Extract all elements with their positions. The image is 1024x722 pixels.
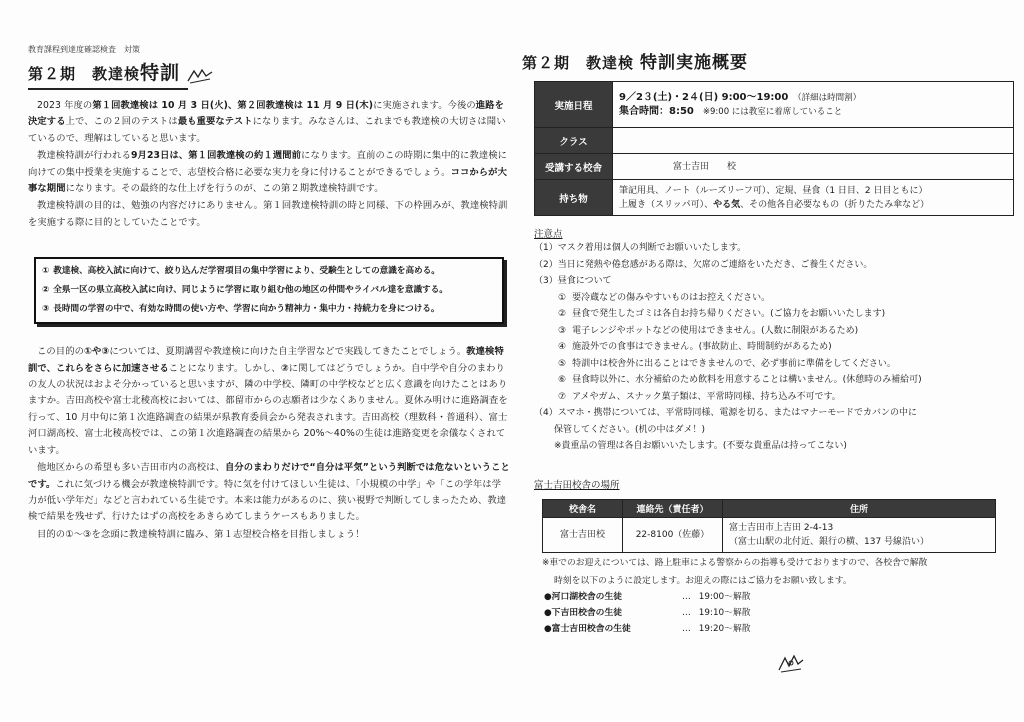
dismissal-dots: … — [682, 607, 691, 618]
lunch-number: ② — [558, 309, 567, 319]
location-address — [723, 517, 996, 552]
lunch-text: 施設外での食事はできません。(事故防止、時間制約があるため) — [572, 342, 832, 352]
pickup-note-1: ※車でのお迎えについては、路上駐車による警察からの指導も受けておりますので、各校舎で解散 — [542, 557, 928, 568]
lunch-number: ⑤ — [558, 358, 567, 369]
class-value — [613, 128, 1014, 154]
paragraph-1 — [28, 98, 510, 147]
note-3: （3）昼食について — [534, 276, 612, 286]
dismissal-campus: ●富士吉田校舎の生徒 — [544, 623, 631, 634]
purpose-item — [42, 300, 496, 319]
location-header-name: 校舎名 — [543, 499, 623, 517]
dismissal-item — [544, 621, 1008, 637]
paragraph-5 — [28, 460, 510, 526]
dismissal-time: 19:20～解散 — [698, 623, 751, 634]
items-line-2 — [619, 198, 1007, 212]
location-header-contact: 連絡先（責任者） — [623, 499, 723, 517]
emphasis-text: 第１回教達検は 10 月 3 日(火)、第２回教達検は 11 月 9 日(木) — [92, 100, 374, 111]
dismissal-item — [544, 605, 1008, 621]
paragraph-6 — [28, 527, 510, 543]
lunch-item — [558, 290, 1008, 307]
emphasis-text: 進路を決定する — [28, 100, 504, 128]
paragraph-2 — [28, 148, 510, 197]
emphasis-text: 最も重要なテスト — [177, 116, 253, 128]
body-text: 上で、この２回のテストは — [65, 116, 178, 128]
date-value — [613, 82, 1014, 128]
note-4-valuables: ※貴重品の管理は各自お願いいたします。(不要な貴重品は持ってこない) — [554, 441, 847, 451]
body-text: に関してはどうでしょうか。自中学や自分のまわりの友人の状況はおよそ分かっていると思いますが、隣の中学校、隣町の中学校などと広く意識を向けたことはありますか。吉田高校や富士北稜高校においては、都留市からの志願者は少なくありません。夏休み明けに進路調査を行って、10 月中旬に第１次進路調査の結果が県教育委員会から発表されます。吉田高校（理数科・普通科）、富士河口湖高校、富士北稜高校では、この第１次進路調査の結果から 20%～40%の生徒は進路変更を余儀なくされています。 — [28, 362, 508, 456]
class-label: クラス — [535, 128, 613, 154]
address-line-1: 富士吉田市上吉田 2-4-13 — [729, 522, 834, 533]
body-text: 教達検特訓が行われる — [37, 150, 131, 162]
purpose-number: ② — [42, 285, 50, 296]
address-line-2: （富士山駅の北付近、銀行の横、137 号線沿い） — [729, 536, 930, 547]
left-title — [28, 58, 510, 85]
lunch-number: ⑦ — [558, 391, 567, 402]
lunch-text: アメやガム、スナック菓子類は、平常時同様、持ち込み不可です。 — [572, 391, 841, 402]
dismissal-campus: ●下吉田校舎の生徒 — [544, 607, 623, 618]
school-value: 富士吉田 校 — [613, 154, 1014, 180]
date-label: 実施日程 — [535, 82, 613, 128]
lunch-text: 特訓中は校舎外に出ることはできませんので、必ず事前に準備をしてください。 — [572, 358, 896, 369]
dismissal-dots: … — [682, 623, 691, 634]
note-4-cont: 保管してください。(机の中はダメ！) — [554, 424, 706, 435]
emphasis-text: 教達検特訓で、これらをさらに加速させる — [28, 346, 504, 374]
lunch-text: 昼食時以外に、水分補給のため飲料を用意することは構いません。(休憩時のみ補給可) — [572, 375, 922, 385]
location-header-row — [543, 499, 996, 517]
note-4: （4）スマホ・携帯については、平常時同様、電源を切る、またはマナーモードでカバンの中に — [534, 408, 918, 418]
body-text: については、夏期講習や教達検に向けた自主学習などで実践してきたことでしょう。 — [109, 346, 467, 358]
purpose-item — [42, 281, 496, 300]
summary-row-date — [535, 82, 1014, 128]
body-text: ことになります。しかし、 — [168, 362, 281, 374]
right-title-part-a: 第２期 教達検 — [522, 54, 635, 72]
emphasis-text: ココからが大事な期間 — [28, 166, 507, 195]
left-title-part-b: 特訓 — [140, 62, 181, 84]
lunch-text: 要冷蔵などの傷みやすいものはお控えください。 — [572, 292, 771, 303]
body-text: 教達検特訓の目的は、勉強の内容だけにありません。第１回教達検特訓の時と同様、下の枠囲みが、教達検特訓を実施する際に目的としていたことです。 — [28, 200, 508, 228]
left-title-part-a: 第２期 教達検 — [28, 65, 141, 83]
purpose-number: ③ — [42, 304, 50, 315]
summary-row-items — [535, 180, 1014, 216]
right-title — [522, 48, 1008, 73]
paragraph-3 — [28, 198, 510, 231]
dismissal-dots: … — [682, 591, 691, 602]
notes-title: 注意点 — [534, 229, 563, 240]
purpose-number: ① — [42, 266, 50, 277]
lunch-item — [558, 372, 1008, 389]
lunch-item — [558, 356, 1008, 373]
items-line-1: 筆記用具、ノート（ルーズリーフ可）、定規、昼食（1 日目、2 日目ともに） — [619, 185, 928, 196]
items-label: 持ち物 — [535, 180, 613, 216]
paragraph-4 — [28, 344, 510, 459]
emphasis-text: ② — [280, 362, 289, 374]
dismissal-time: 19:00～解散 — [698, 591, 751, 602]
purpose-text: 全県一区の県立高校入試に向け、同じように学習に取り組む他の地区の仲間やライバル達を意識する。 — [53, 285, 448, 296]
date-main: 9／2３(土)・2４(日) 9:00～19:00 — [619, 91, 789, 103]
items-motivation: やる気 — [713, 199, 741, 210]
left-title-main — [28, 58, 180, 85]
emphasis-text: 自分のまわりだけで“自分は平気”という判断では危ないということです。 — [28, 462, 510, 490]
emphasis-text: 9月23日は、第１回教達検の約１週間前 — [130, 150, 302, 162]
purpose-box — [34, 257, 504, 324]
dismissal-campus: ●河口湖校舎の生徒 — [544, 591, 623, 602]
location-contact: 22-8100（佐藤） — [623, 517, 723, 552]
lunch-text: 電子レンジやポットなどの使用はできません。(人数に制限があるため) — [572, 325, 859, 336]
purpose-text: 教達検、高校入試に向けて、絞り込んだ学習項目の集中学習により、受験生としての意識を高める。 — [53, 266, 440, 277]
dismissal-item — [544, 589, 1008, 605]
lunch-number: ① — [558, 292, 567, 303]
location-row — [543, 517, 996, 552]
lunch-text: 昼食で発生したゴミは各自お持ち帰りください。(ご協力をお願いいたします) — [572, 309, 886, 319]
location-title: 富士吉田校舎の場所 — [534, 479, 620, 491]
lunch-item — [558, 323, 1008, 340]
body-text: 他地区からの希望も多い吉田市内の高校は、 — [37, 462, 225, 474]
items-line-2a: 上履き（スリッパ可）、 — [619, 199, 714, 210]
body-text: 2023 年度の — [37, 100, 93, 111]
lunch-number: ③ — [558, 325, 567, 336]
lunch-item — [558, 306, 1008, 323]
date-note: （詳細は時間割） — [797, 92, 862, 103]
purpose-text: 長時間の学習の中で、有効な時間の使い方や、学習に向かう精神力・集中力・持続力を身につける。 — [53, 304, 440, 315]
body-text: になります。その最終的な仕上げを行うのが、この第２期教達検特訓です。 — [65, 183, 384, 195]
right-column — [522, 48, 1008, 637]
lunch-number: ④ — [558, 342, 567, 352]
lunch-number: ⑥ — [558, 375, 567, 385]
body-text: 目的の①～③を念頭に教達検特訓に臨み、第１志望校合格を目指しましょう！ — [37, 528, 365, 540]
pickup-note-2: 時刻を以下のように設定します。お迎えの際にはご協力をお願い致します。 — [554, 575, 852, 586]
items-value — [613, 180, 1014, 216]
location-header-address: 住所 — [723, 499, 996, 517]
header-note: 教育課程到達度確認検査 対策 — [28, 45, 140, 54]
right-title-part-b: 特訓実施概要 — [640, 53, 749, 73]
left-column — [28, 40, 510, 543]
body-text: になります。直前のこの時期に集中的に教達検に向けての集中授業を実施することで、志望校合格に必要な実力を身に付けることができるでしょう。 — [28, 150, 508, 178]
lunch-item — [558, 339, 1008, 356]
school-label: 受講する校舎 — [535, 154, 613, 180]
note-2: （2）当日に発熱や倦怠感がある際は、欠席のご連絡をいただき、ご養生ください。 — [534, 259, 873, 270]
summary-table — [534, 81, 1014, 216]
items-line-2c: 、その他各自必要なもの（折りたたみ傘など） — [740, 199, 930, 210]
body-text: この目的の — [37, 346, 84, 358]
location-table — [542, 499, 996, 553]
gather-time: 集合時間：8:50 — [619, 105, 694, 117]
body-text: になります。みなさんは、これまでも教達検の大切さは聞いているので、理解はしていると思います。 — [28, 116, 506, 144]
doodle-icon — [776, 652, 806, 674]
dismissal-time: 19:10～解散 — [698, 607, 751, 618]
body-text: に実施されます。今後の — [373, 100, 476, 111]
emphasis-text: ①や③ — [84, 346, 110, 358]
purpose-item — [42, 262, 496, 281]
pencil-doodle-icon — [186, 67, 214, 85]
lunch-item — [558, 389, 1008, 406]
left-title-underline — [28, 88, 188, 90]
body-text: これに気づける機会が教達検特訓です。特に気を付けてほしい生徒は、「小規模の中学」や「この学年は学力が低い学年だ」などと言われている生徒です。本来は能力があるのに、狭い視野で判断してしまったため、教達検で結果を残せず、行けたはずの高校をあきらめてしまうケースもありました。 — [28, 478, 507, 523]
location-school-name: 富士吉田校 — [543, 517, 623, 552]
note-1: （1）マスク着用は個人の判断でお願いいたします。 — [534, 243, 747, 253]
summary-row-class — [535, 128, 1014, 154]
gather-note: ※9:00 には教室に着席していること — [702, 106, 843, 117]
summary-row-school — [535, 154, 1014, 180]
